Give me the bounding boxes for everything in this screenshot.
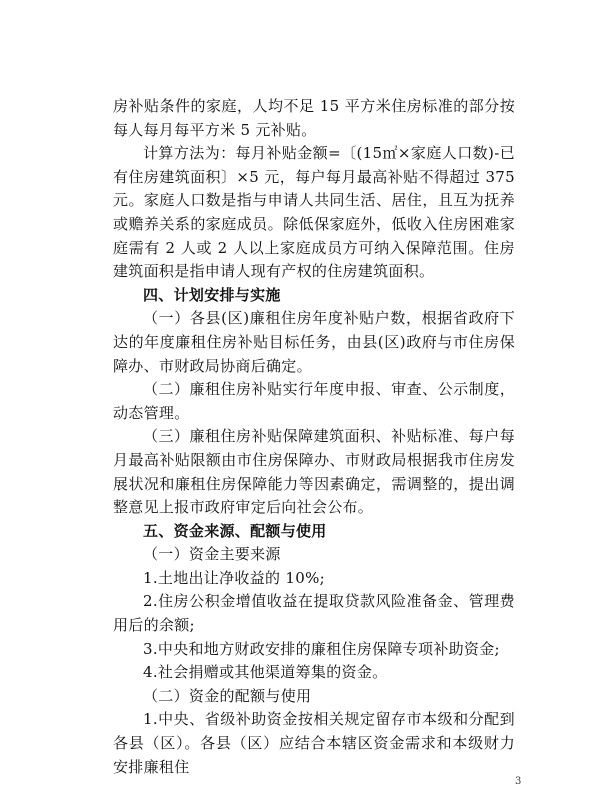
section-heading: 四、计划安排与实施 xyxy=(143,285,281,304)
section-heading: 五、资金来源、配额与使用 xyxy=(143,521,327,540)
paragraph: （二）廉租住房补贴实行年度申报、审查、公示制度，动态管理。 xyxy=(113,380,515,422)
document-body xyxy=(113,95,515,779)
page-number: 3 xyxy=(515,776,522,787)
subsection-heading: （一）资金主要来源 xyxy=(143,545,281,564)
paragraph: 房补贴条件的家庭，人均不足 15 平方米住房标准的部分按每人每月每平方米 5 元补贴。 xyxy=(113,97,515,139)
list-item: 1.土地出让净收益的 10%; xyxy=(143,568,325,587)
subsection-heading: （二）资金的配额与使用 xyxy=(143,686,312,705)
paragraph: 计算方法为：每月补贴金额=〔(15㎡×家庭人口数)-已有住房建筑面积〕×5 元，每户每月最高补贴不得超过 375 元。家庭人口数是指与申请人共同生活、居住，且互为抚养或赡养关系的家庭成员。除低保家庭外，低收入住房困难家庭需有 2 人或 2 人以上家庭成员方可纳入保障范围。住房建筑面积是指申请人现有产权的住房建筑面积。 xyxy=(113,144,515,281)
paragraph: （三）廉租住房补贴保障建筑面积、补贴标准、每户每月最高补贴限额由市住房保障办、市财政局根据我市住房发展状况和廉租住房保障能力等因素确定，需调整的，提出调整意见上报市政府审定后向社会公布。 xyxy=(113,427,515,517)
list-item: 2.住房公积金增值收益在提取贷款风险准备金、管理费用后的余额; xyxy=(113,592,515,635)
paragraph: （一）各县(区)廉租住房年度补贴户数，根据省政府下达的年度廉租住房补贴目标任务，由县(区)政府与市住房保障办、市财政局协商后确定。 xyxy=(113,309,515,375)
list-item: 3.中央和地方财政安排的廉租住房保障专项补助资金; xyxy=(143,639,500,658)
list-item: 1.中央、省级补助资金按相关规定留存市本级和分配到各县（区）。各县（区）应结合本辖区资金需求和本级财力安排廉租住 xyxy=(113,710,515,776)
list-item: 4.社会捐赠或其他渠道筹集的资金。 xyxy=(143,663,388,682)
